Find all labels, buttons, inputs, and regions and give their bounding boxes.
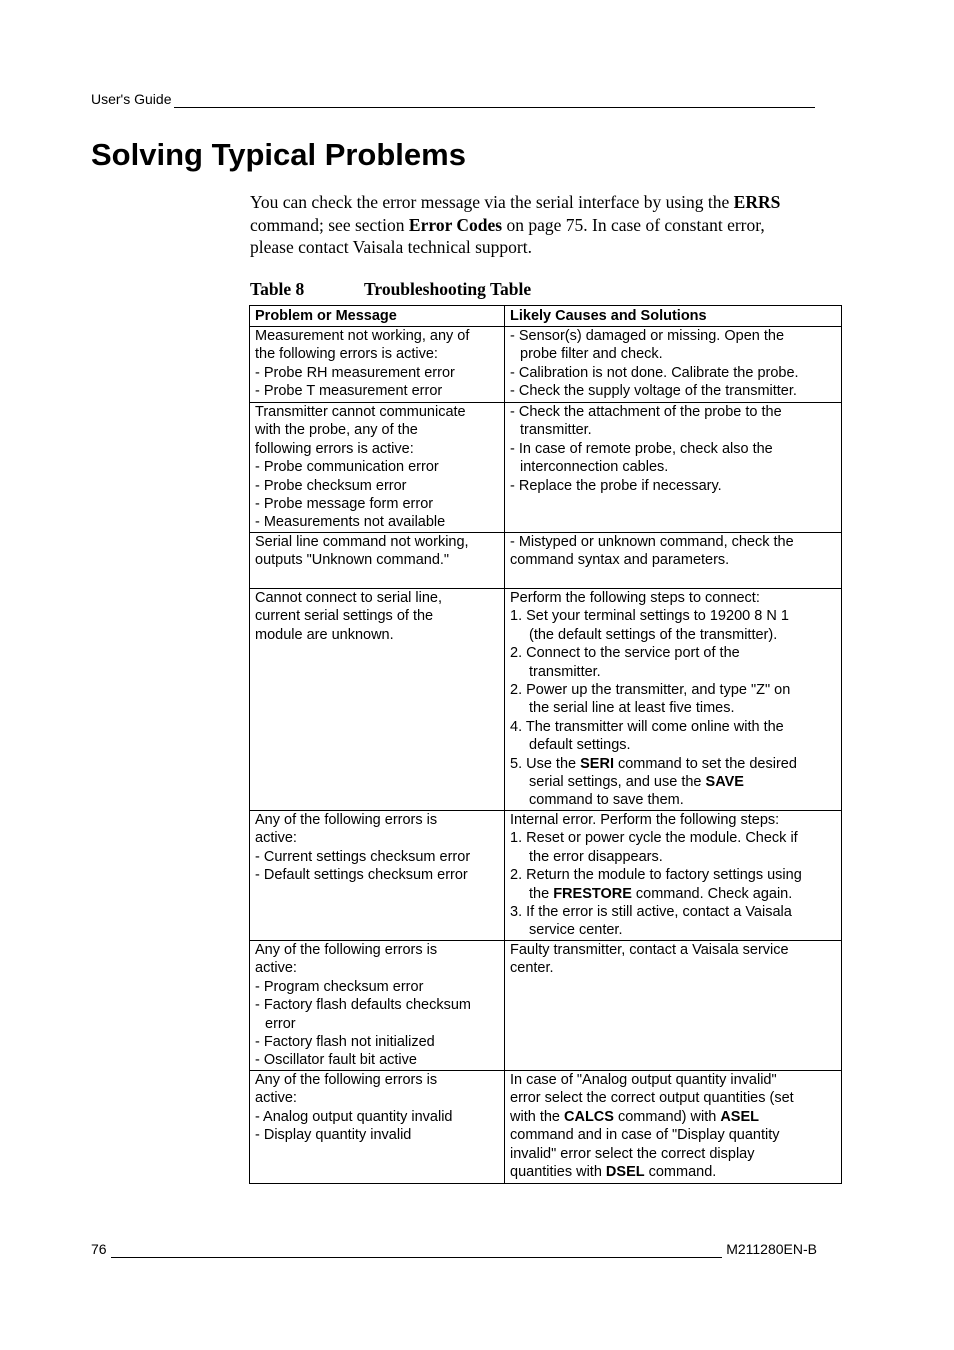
- intro-paragraph: [250, 191, 810, 259]
- cell-line: Serial line command not working,: [255, 534, 469, 550]
- cell-line: [510, 1108, 837, 1126]
- table-header-row: [250, 306, 842, 327]
- cell-line: - Probe T measurement error: [255, 383, 443, 400]
- cell-line: invalid" error select the correct display: [510, 1145, 755, 1162]
- cell-line: - In case of remote probe, check also the: [510, 440, 773, 457]
- cell-line: 2. Connect to the service port of the: [510, 645, 740, 662]
- cell-line: - Default settings checksum error: [255, 867, 468, 884]
- cell-line: - Replace the probe if necessary.: [510, 477, 722, 494]
- cell-line: command and in case of "Display quantity: [510, 1127, 780, 1144]
- cell-line: (the default settings of the transmitter).: [529, 626, 778, 643]
- problem-cell: [250, 941, 505, 1071]
- cell-line: - Check the attachment of the probe to the: [510, 404, 782, 420]
- cell-line: - Probe checksum error: [255, 477, 407, 494]
- text-run: with the: [510, 1108, 564, 1125]
- cell-line: - Sensor(s) damaged or missing. Open the: [510, 328, 785, 344]
- text-run: command) with: [613, 1108, 721, 1125]
- intro-command: ERRS: [733, 192, 781, 212]
- cell-line: module are unknown.: [255, 626, 394, 643]
- cell-line: error: [265, 1015, 296, 1032]
- cell-line: 2. Return the module to factory settings using: [510, 867, 802, 884]
- cell-line: - Probe RH measurement error: [255, 364, 455, 381]
- cell-line: Perform the following steps to connect:: [510, 590, 760, 606]
- solution-cell: [505, 327, 842, 403]
- cell-line: - Current settings checksum error: [255, 848, 471, 865]
- problem-cell: [250, 533, 505, 589]
- cell-line: - Display quantity invalid: [255, 1127, 412, 1144]
- text-run: command. Check again.: [631, 885, 793, 902]
- cell-line: Measurement not working, any of: [255, 328, 470, 344]
- cell-line: command syntax and parameters.: [510, 552, 730, 569]
- cell-line: - Measurements not available: [255, 514, 446, 531]
- intro-section-ref: Error Codes: [408, 214, 503, 235]
- troubleshooting-table: [249, 305, 842, 1184]
- text-run: 5. Use the: [510, 755, 581, 772]
- table-row: [250, 811, 842, 941]
- cell-line: - Factory flash not initialized: [255, 1034, 435, 1051]
- column-header-solution: Likely Causes and Solutions: [505, 306, 842, 327]
- cell-line: active:: [255, 830, 297, 847]
- cell-line: - Analog output quantity invalid: [255, 1108, 453, 1125]
- problem-cell: [250, 1071, 505, 1184]
- command-asel: ASEL: [720, 1108, 759, 1125]
- cell-line: Cannot connect to serial line,: [255, 590, 442, 606]
- cell-line: service center.: [529, 922, 623, 939]
- table-row: [250, 327, 842, 403]
- table-row: [250, 589, 842, 811]
- cell-line: active:: [255, 960, 297, 977]
- solution-cell: [505, 533, 842, 589]
- cell-line: [510, 773, 837, 791]
- cell-line: [510, 755, 837, 773]
- cell-line: default settings.: [529, 737, 631, 754]
- solution-cell: [505, 589, 842, 811]
- problem-cell: [250, 327, 505, 403]
- solution-cell: [505, 1071, 842, 1184]
- problem-cell: [250, 811, 505, 941]
- cell-line: [510, 1163, 837, 1181]
- page-number: 76: [91, 1241, 107, 1257]
- text-run: the: [529, 885, 554, 902]
- cell-line: - Probe message form error: [255, 496, 434, 513]
- cell-line: - Calibration is not done. Calibrate the probe.: [510, 364, 799, 381]
- cell-line: following errors is active:: [255, 440, 414, 457]
- cell-line: - Probe communication error: [255, 459, 439, 476]
- table-caption-title: Troubleshooting Table: [364, 279, 532, 299]
- cell-line: [510, 885, 837, 903]
- cell-line: 3. If the error is still active, contact a Vaisala: [510, 904, 792, 921]
- table-row: [250, 941, 842, 1071]
- solution-cell: [505, 403, 842, 533]
- command-seri: SERI: [580, 755, 614, 772]
- command-frestore: FRESTORE: [553, 885, 632, 902]
- header-rule: [174, 94, 815, 108]
- cell-line: with the probe, any of the: [255, 422, 418, 439]
- cell-line: Faulty transmitter, contact a Vaisala service: [510, 942, 789, 958]
- text-run: command to set the desired: [613, 755, 797, 772]
- intro-text-1: You can check the error message via the serial interface by using the: [250, 192, 734, 212]
- command-dsel: DSEL: [605, 1164, 645, 1181]
- cell-line: In case of "Analog output quantity invalid": [510, 1072, 777, 1088]
- cell-line: - Program checksum error: [255, 978, 424, 995]
- cell-line: outputs "Unknown command.": [255, 552, 450, 569]
- command-save: SAVE: [705, 774, 744, 791]
- solution-cell: [505, 941, 842, 1071]
- cell-line: 1. Reset or power cycle the module. Check if: [510, 830, 798, 847]
- cell-line: probe filter and check.: [520, 346, 663, 363]
- page-title: Solving Typical Problems: [91, 137, 466, 172]
- document-id: M211280EN-B: [726, 1241, 817, 1257]
- table-row: [250, 1071, 842, 1184]
- header-text: User's Guide: [91, 91, 172, 107]
- intro-text-2: command; see section: [250, 214, 409, 235]
- problem-cell: [250, 589, 505, 811]
- cell-line: command to save them.: [529, 792, 684, 809]
- table-caption-number: Table 8: [250, 279, 305, 299]
- command-calcs: CALCS: [564, 1108, 614, 1125]
- cell-line: current serial settings of the: [255, 608, 434, 625]
- cell-line: 1. Set your terminal settings to 19200 8 N 1: [510, 608, 789, 625]
- text-run: quantities with: [510, 1164, 606, 1181]
- cell-line: Any of the following errors is: [255, 1072, 438, 1088]
- problem-cell: [250, 403, 505, 533]
- cell-line: Transmitter cannot communicate: [255, 404, 466, 420]
- table-row: [250, 403, 842, 533]
- table-row: [250, 533, 842, 589]
- cell-line: the following errors is active:: [255, 346, 438, 363]
- cell-line: - Factory flash defaults checksum: [255, 997, 471, 1014]
- cell-line: Any of the following errors is: [255, 812, 438, 828]
- cell-line: the error disappears.: [529, 848, 663, 865]
- footer-rule: [111, 1244, 723, 1258]
- cell-line: transmitter.: [529, 663, 601, 680]
- cell-line: - Check the supply voltage of the transmitter.: [510, 383, 797, 400]
- cell-line: 2. Power up the transmitter, and type "Z" on: [510, 682, 791, 699]
- cell-line: the serial line at least five times.: [529, 700, 735, 717]
- cell-line: center.: [510, 960, 554, 977]
- page-header: [91, 90, 815, 108]
- table-caption: [250, 278, 531, 300]
- cell-line: transmitter.: [520, 422, 592, 439]
- page-footer: [91, 1240, 817, 1258]
- column-header-problem: Problem or Message: [250, 306, 505, 327]
- cell-line: Any of the following errors is: [255, 942, 438, 958]
- intro-text-3: on page 75. In case of constant error, please contact Vaisala technical support.: [250, 214, 765, 257]
- cell-line: interconnection cables.: [520, 459, 669, 476]
- text-run: serial settings, and use the: [529, 774, 706, 791]
- cell-line: Internal error. Perform the following steps:: [510, 812, 780, 828]
- cell-line: - Mistyped or unknown command, check the: [510, 534, 794, 550]
- cell-line: active:: [255, 1090, 297, 1107]
- cell-line: 4. The transmitter will come online with the: [510, 718, 784, 735]
- text-run: command.: [644, 1164, 717, 1181]
- cell-line: error select the correct output quantities (set: [510, 1090, 794, 1107]
- cell-line: - Oscillator fault bit active: [255, 1052, 417, 1069]
- solution-cell: [505, 811, 842, 941]
